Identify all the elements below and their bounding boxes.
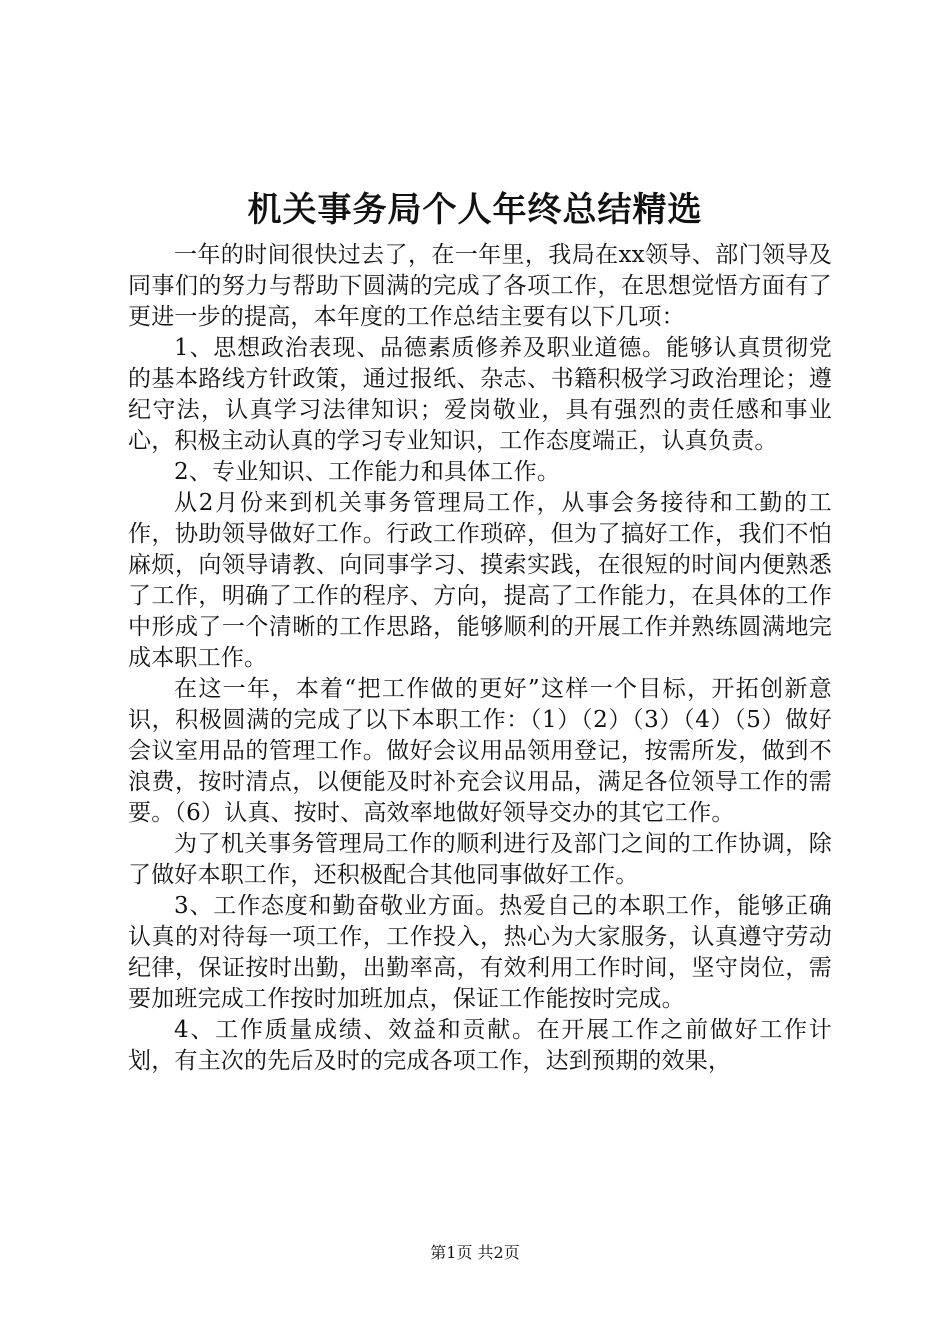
paragraph-item-4: 4、工作质量成绩、效益和贡献。在开展工作之前做好工作计划，有主次的先后及时的完成各项工作，达到预期的效果，: [128, 1017, 832, 1074]
paragraph-item-1: 1、思想政治表现、品德素质修养及职业道德。能够认真贯彻党的基本路线方针政策，通过报纸、杂志、书籍积极学习政治理论；遵纪守法，认真学习法律知识；爱岗敬业，具有强烈的责任感和事业心，积极主动认真的学习专业知识，工作态度端正，认真负责。: [128, 335, 832, 454]
paragraph-item-2-duties: 在这一年，本着“把工作做的更好”这样一个目标，开拓创新意识，积极圆满的完成了以下本职工作：（1）（2）（3）（4）（5）做好会议室用品的管理工作。做好会议用品领用登记，按需所发，做到不浪费，按时清点，以便能及时补充会议用品，满足各位领导工作的需要。（6）认真、按时、高效率地做好领导交办的其它工作。: [128, 676, 832, 826]
paragraph-intro: 一年的时间很快过去了，在一年里，我局在xx领导、部门领导及同事们的努力与帮助下圆满的完成了各项工作，在思想觉悟方面有了更进一步的提高，本年度的工作总结主要有以下几项：: [128, 242, 832, 330]
page-number-footer: 第1页 共2页: [430, 1243, 520, 1262]
paragraph-item-2-heading: 2、专业知识、工作能力和具体工作。: [174, 459, 561, 485]
document-title: 机关事务局个人年终总结精选: [247, 190, 703, 230]
paragraph-item-3: 3、工作态度和勤奋敬业方面。热爱自己的本职工作，能够正确认真的对待每一项工作，工作投入，热心为大家服务，认真遵守劳动纪律，保证按时出勤，出勤率高，有效利用工作时间，坚守岗位，需要加班完成工作按时加班加点，保证工作能按时完成。: [128, 893, 832, 1012]
document-body: [128, 240, 832, 1077]
paragraph-item-2-detail: 从2月份来到机关事务管理局工作，从事会务接待和工勤的工作，协助领导做好工作。行政工作琐碎，但为了搞好工作，我们不怕麻烦，向领导请教、向同事学习、摸索实践，在很短的时间内便熟悉了工作，明确了工作的程序、方向，提高了工作能力，在具体的工作中形成了一个清晰的工作思路，能够顺利的开展工作并熟练圆满地完成本职工作。: [128, 490, 832, 671]
paragraph-item-2-cooperation: 为了机关事务管理局工作的顺利进行及部门之间的工作协调，除了做好本职工作，还积极配合其他同事做好工作。: [128, 831, 832, 888]
